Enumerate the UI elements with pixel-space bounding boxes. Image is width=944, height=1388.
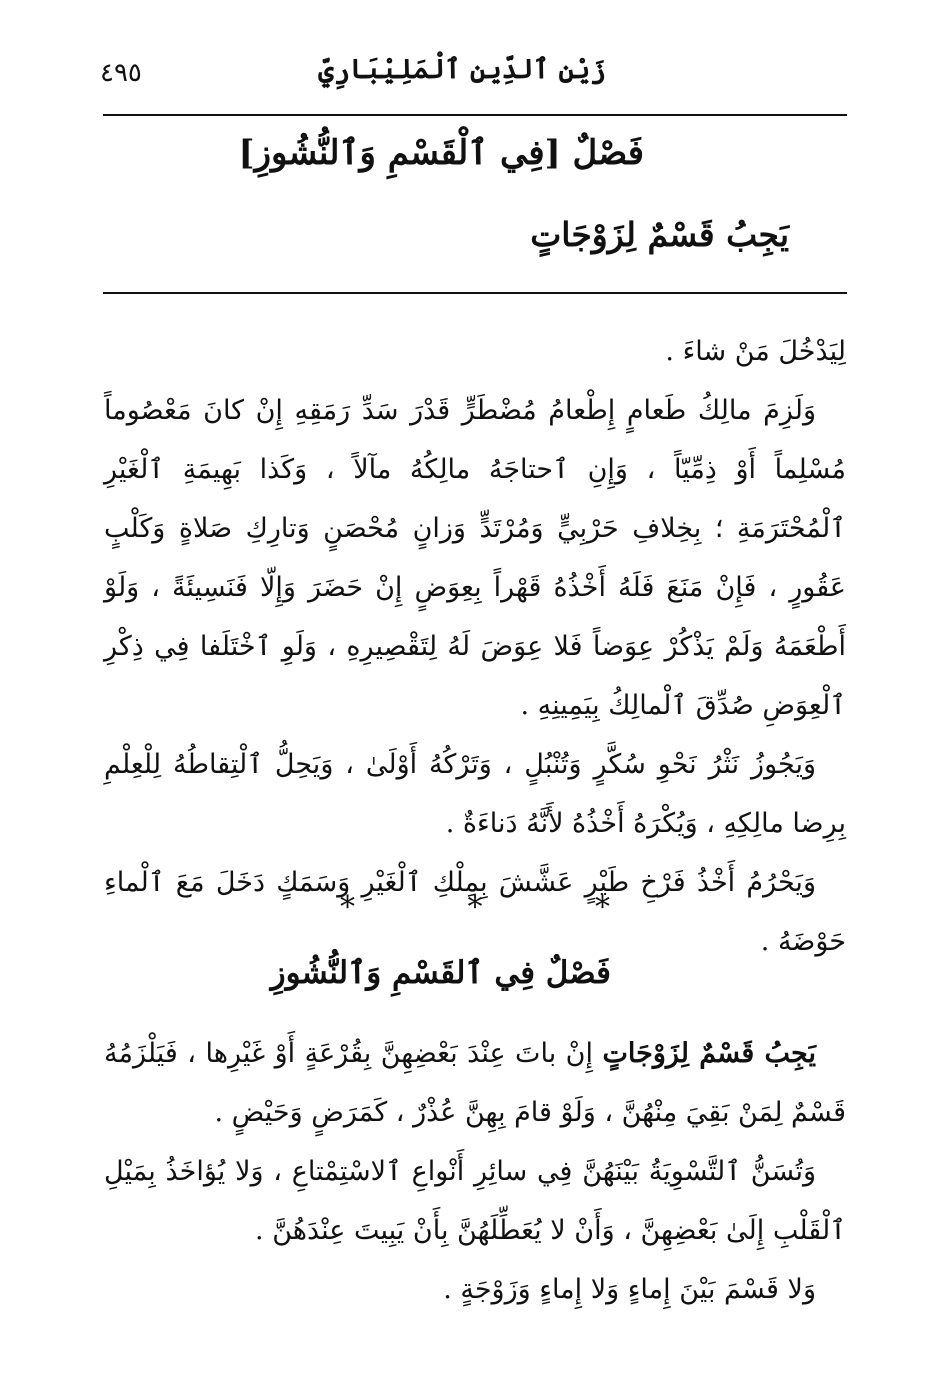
matn-divider-rule <box>103 292 847 294</box>
commentary-paragraph: وَيَحْرُمُ أَخْذُ فَرْخِ طَيْرٍ عَشَّشَ بِمِلْكِ ٱلْغَيْرِ وَسَمَكٍ دَخَلَ مَعَ ٱلْماءِ حَوْضَهُ . <box>104 867 846 957</box>
page-number: ٤٩٥ <box>100 58 142 88</box>
separator-star: * <box>595 890 610 925</box>
separator-star: * <box>340 890 355 925</box>
matn-inline-bold: يَجِبُ قَسْمٌ لِزَوْجَاتٍ <box>602 1038 816 1069</box>
commentary-paragraph: وَيَجُوزُ نَثْرُ نَحْوِ سُكَّرٍ وَتُنْبُلٍ ، وَتَرْكُهُ أَوْلَىٰ ، وَيَحِلُّ ٱلْتِقاطُهُ لِلْعِلْمِ بِرِضا مالِكِهِ ، وَيُكْرَهُ أَخْذُهُ لأَنَّهُ دَناءَةٌ . <box>104 749 846 839</box>
section-body <box>104 1024 846 1319</box>
separator-star: * <box>467 890 483 925</box>
commentary-inline: إِنْ باتَ عِنْدَ بَعْضِهِنَّ بِقُرْعَةٍ أَوْ غَيْرِها ، فَيَلْزَمُهُ قَسْمٌ لِمَنْ بَقِيَ مِنْهُنَّ ، وَلَوْ قامَ بِهِنَّ عُذْرٌ ، كَمَرَضٍ وَحَيْضٍ . <box>104 1038 846 1128</box>
section-paragraph: وَتُسَنُّ ٱلتَّسْوِيَةُ بَيْنَهُنَّ فِي سائِرِ أَنْواعِ ٱلاسْتِمْتاعِ ، وَلا يُؤاخَذُ بِمَيْلِ ٱلْقَلْبِ إِلَىٰ بَعْضِهِنَّ ، وَأَنْ لا يُعَطِّلَهُنَّ بِأَنْ يَبِيتَ عِنْدَهُنَّ . <box>104 1156 846 1246</box>
section-heading-top: فَصْلٌ [فِي ٱلْقَسْمِ وَٱلنُّشُوزِ] <box>238 133 644 173</box>
commentary-block <box>104 322 846 971</box>
page-header <box>100 54 844 104</box>
commentary-paragraph: لِيَدْخُلَ مَنْ شاءَ . <box>665 336 846 367</box>
section-heading-bottom: فَصْلٌ فِي ٱلقَسْمِ وَٱلنُّشُوزِ <box>270 955 611 991</box>
commentary-paragraph: وَلَزِمَ مالِكُ طَعامٍ إِطْعامُ مُضْطَرٍّ قَدْرَ سَدِّ رَمَقِهِ إِنْ كانَ مَعْصُوماً مُسْلِماً أَوْ ذِمِّيّاً ، وَإِنِ ٱحتاجَهُ مالِكُهُ مآلاً ، وَكَذا بَهِيمَةِ ٱلْغَيْرِ ٱلْمُحْتَرَمَةِ ؛ بِخِلافِ حَرْبِيٍّ وَمُرْتَدٍّ وَزانٍ مُحْصَنٍ وَتارِكِ صَلاةٍ وَكَلْبٍ عَقُورٍ ، فَإِنْ مَنَعَ فَلَهُ أَخْذُهُ قَهْراً بِعِوَضٍ إِنْ حَضَرَ وَإِلّا فَنَسِيئَةً ، وَلَوْ أَطْعَمَهُ وَلَمْ يَذْكُرْ عِوَضاً فَلا عِوَضَ لَهُ لِتَقْصِيرِهِ ، وَلَوِ ٱخْتَلَفا فِي ذِكْرِ ٱلْعِوَضِ صُدِّقَ ٱلْمالِكُ بِيَمِينِهِ . <box>104 395 846 721</box>
header-rule <box>103 114 847 116</box>
section-paragraph: وَلا قَسْمَ بَيْنَ إِماءٍ وَلا إِماءٍ وَزَوْجَةٍ . <box>443 1274 816 1305</box>
running-head: زَيْنِ ٱلدِّينِ ٱلْمَلِيْبَارِيِّ <box>318 54 606 85</box>
matn-text: يَجِبُ قَسْمٌ لِزَوْجَاتٍ <box>530 215 789 254</box>
section-separator <box>340 890 610 926</box>
section-paragraph <box>104 1024 846 1142</box>
